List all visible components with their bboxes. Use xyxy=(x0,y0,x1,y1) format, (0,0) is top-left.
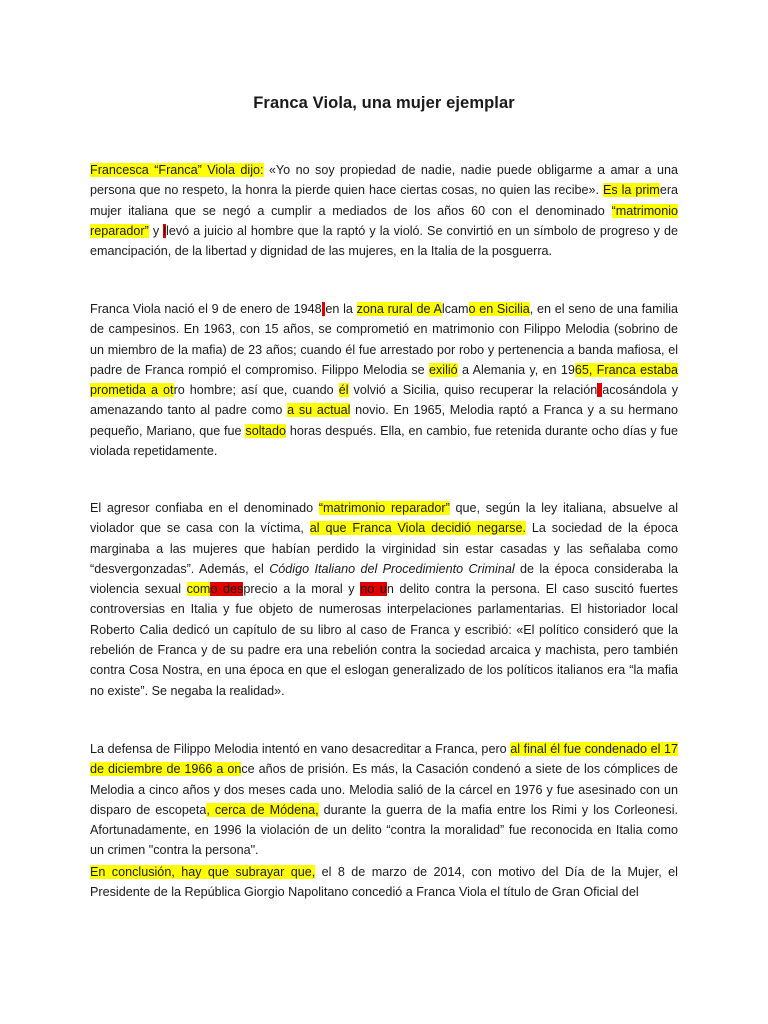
paragraph-1 xyxy=(90,160,678,261)
text-segment: El agresor confiaba en el denominado xyxy=(90,501,319,515)
highlighted-text: soltado xyxy=(245,423,287,438)
paragraph-5 xyxy=(90,862,678,926)
text-segment: lcam xyxy=(441,302,469,316)
text-segment: que, según la ley italiana, absuelve al violador que se casa con la víctima, xyxy=(90,501,679,536)
highlighted-text: exilió xyxy=(428,362,458,377)
highlighted-text: o en Sicilia xyxy=(468,302,530,316)
highlighted-text: a su actual xyxy=(287,403,351,418)
text-segment: ro hombre; así que, cuando xyxy=(173,383,339,398)
paragraph-3 xyxy=(90,498,678,701)
text-segment: precio a la moral y xyxy=(243,582,361,597)
document-title: Franca Viola, una mujer ejemplar xyxy=(253,94,515,112)
highlighted-text: Francesca “Franca” Viola dijo: xyxy=(90,163,264,177)
highlighted-text: “matrimonio reparador” xyxy=(318,501,450,515)
paragraph-2 xyxy=(90,299,678,461)
text-segment: a Alemania y, en 19 xyxy=(457,362,575,377)
highlighted-text: “matrimonio reparador” xyxy=(90,203,678,238)
text-segment: el 8 de marzo de 2014, con motivo del Día de la Mujer, el Presidente de la República Giorgio Napolitano concedió a Franca Viola el título de Gran Oficial del xyxy=(90,865,678,900)
text-segment: levó a juicio al hombre que la raptó y la violó. Se convirtió en un símbolo de progreso y de emancipación, de la libertad y dignidad de las mujeres, en la Italia de la posguerra. xyxy=(90,223,678,259)
text-segment: ce años de prisión. Es más, la Casación condenó a siete de los cómplices de Melodia a cinco años y dos meses cada uno. Melodia salió de la cárcel en 1976 y fue asesinado con un disparo de escopeta xyxy=(90,762,678,817)
highlighted-text: com xyxy=(186,582,211,597)
highlighted-text: Es la prim xyxy=(602,183,660,198)
text-segment: de la época consideraba la violencia sexual xyxy=(90,561,678,597)
text-segment: volvió a Sicilia, quiso recuperar la relación xyxy=(348,383,598,398)
text-segment: , en el seno de una familia de campesinos. En 1963, con 15 años, se comprometió en matrimonio con Filippo Melodia (sobrino de un miembro de la mafia) de 23 años; cuando él fue arrestado por robo y pertenencia a banda mafiosa, el padre de Franca rompió el compromiso. Filippo Melodia se xyxy=(90,302,678,377)
highlighted-text: En conclusión, hay que subrayar que, xyxy=(90,865,316,879)
text-segment: acosándola y amenazando tanto al padre como xyxy=(90,383,678,418)
text-segment: novio. En 1965, Melodia raptó a Franca y a su hermano pequeño, Mariano, que fue xyxy=(90,403,678,438)
text-segment: «Yo no soy propiedad de nadie, nadie puede obligarme a amar a una persona que no respeto, la honra la pierde quien hace ciertas cosas, no quien las recibe». xyxy=(90,163,678,198)
text-segment: durante la guerra de la mafia entre los Rimi y los Corleonesi. Afortunadamente, en 1996 la violación de un delito “contra la moralidad” fue reconocida en Italia como un crimen "contra la persona". xyxy=(90,802,678,858)
text-segment: en la xyxy=(325,302,357,316)
text-segment: La sociedad de la época marginaba a las mujeres que habían perdido la virginidad sin estar casadas y las señalaba como “desvergonzadas”. Además, el xyxy=(90,521,678,576)
text-segment: n delito contra la persona. El caso suscitó fuertes controversias en Italia y fue objeto de numerosas interpelaciones parlamentarias. El historiador local Roberto Calia dedicó un capítulo de su libro al caso de Franca y escribió: «El político consideró que la rebelión de Franca y de su padre era una rebelión contra la sociedad arcaica y machista, pero también contra Cosa Nostra, en una época en que el eslogan generalizado de los políticos italianos era “la mafia no existe”. Se negaba la realidad». xyxy=(90,582,679,698)
text-segment: Franca Viola nació el 9 de enero de 1948 xyxy=(90,302,322,316)
red-mark: no u xyxy=(360,582,387,597)
highlighted-text: al final él fue condenado el 17 de diciembre de 1966 a on xyxy=(90,742,678,777)
italic-text: Código Italiano del Procedimiento Criminal xyxy=(269,561,515,576)
highlighted-text: , cerca de Módena, xyxy=(206,802,319,817)
text-segment: La defensa de Filippo Melodia intentó en vano desacreditar a Franca, pero xyxy=(90,742,511,756)
highlighted-text: zona rural de A xyxy=(356,302,442,316)
red-mark: o des xyxy=(210,582,244,597)
text-segment: horas después. Ella, en cambio, fue retenida durante ocho días y fue violada repetidamente. xyxy=(90,423,679,459)
highlighted-text: 65, Franca estaba prometida a ot xyxy=(90,362,678,398)
highlighted-text: al que Franca Viola decidió negarse. xyxy=(309,521,526,536)
highlighted-text: él xyxy=(338,383,349,398)
text-segment: y xyxy=(148,223,164,238)
paragraph-4 xyxy=(90,739,678,861)
text-segment: era mujer italiana que se negó a cumplir a mediados de los años 60 con el denominado xyxy=(90,183,679,218)
red-mark: l xyxy=(163,223,167,238)
